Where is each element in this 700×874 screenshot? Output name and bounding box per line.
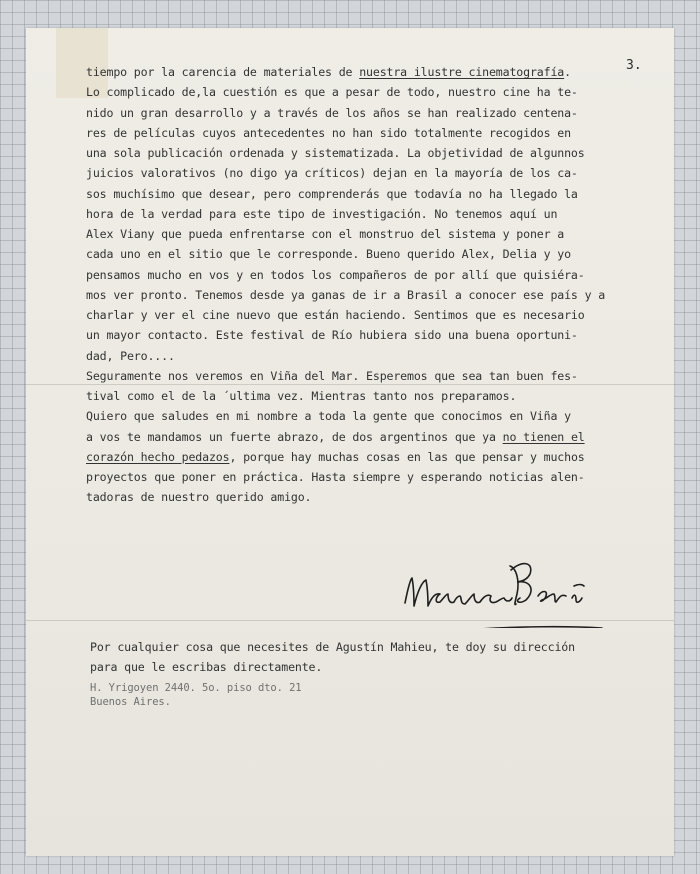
letter-line bbox=[86, 143, 646, 163]
line-text: tival como el de la ´ultima vez. Mientras tanto nos preparamos. bbox=[86, 389, 517, 403]
line-text: . bbox=[564, 65, 571, 79]
letter-line bbox=[86, 487, 646, 507]
line-text: Alex Viany que pueda enfrentarse con el monstruo del sistema y poner a bbox=[86, 227, 565, 241]
address-line: Buenos Aires. bbox=[90, 696, 171, 708]
line-text: Seguramente nos veremos en Viña del Mar. Esperemos que sea tan buen fes- bbox=[86, 368, 578, 383]
line-text: tiempo por la carencia de materiales de bbox=[86, 65, 360, 79]
line-text: tadoras de nuestro querido amigo. bbox=[86, 490, 312, 505]
line-text: una sola publicación ordenada y sistematizada. La objetividad de algunnos bbox=[86, 146, 585, 160]
line-text: hora de la verdad para este tipo de investigación. No tenemos aquí un bbox=[86, 206, 558, 221]
line-text: dad, Pero.... bbox=[86, 348, 175, 363]
line-text: res de películas cuyos antecedentes no han sido totalmente recogidos en bbox=[86, 125, 571, 140]
letter-line bbox=[86, 285, 646, 305]
line-text: un mayor contacto. Este festival de Río hubiera sido una buena oportuni- bbox=[86, 328, 578, 343]
page-number: 3. bbox=[626, 58, 642, 73]
line-text: Quiero que saludes en mi nombre a toda la gente que conocimos en Viña y bbox=[86, 409, 571, 424]
line-text: pensamos mucho en vos y en todos los compañeros de por allí que quisiéra- bbox=[86, 267, 585, 282]
letter-line bbox=[86, 325, 646, 345]
letter-line bbox=[86, 447, 646, 467]
underlined-phrase: no tienen el bbox=[502, 429, 585, 444]
letter-line bbox=[86, 346, 646, 366]
letter-line bbox=[86, 82, 646, 102]
letter-line bbox=[86, 123, 646, 143]
letter-line bbox=[86, 406, 646, 426]
line-text: proyectos que poner en práctica. Hasta siempre y esperando noticias alen- bbox=[86, 470, 585, 484]
letter-line bbox=[86, 386, 646, 406]
letter-line bbox=[86, 103, 646, 123]
letter-line bbox=[86, 427, 646, 447]
letter-line bbox=[86, 366, 646, 386]
line-text: juicios valorativos (no digo ya críticos) dejan en la mayoría de los ca- bbox=[86, 166, 578, 181]
postscript-line: Por cualquier cosa que necesites de Agustín Mahieu, te doy su dirección bbox=[90, 640, 575, 654]
line-text: cada uno en el sitio que le corresponde. Bueno querido Alex, Delia y yo bbox=[86, 247, 571, 262]
postscript bbox=[90, 637, 650, 677]
line-text: charlar y ver el cine nuevo que están haciendo. Sentimos que es necesario bbox=[86, 308, 585, 322]
letter-line bbox=[86, 163, 646, 183]
line-text: a vos te mandamos un fuerte abrazo, de dos argentinos que ya bbox=[86, 429, 503, 444]
handwritten-signature bbox=[370, 538, 620, 628]
letter-line bbox=[86, 305, 646, 325]
underlined-phrase: corazón hecho pedazos bbox=[86, 449, 230, 464]
letter-line bbox=[86, 184, 646, 204]
letter-line bbox=[86, 467, 646, 487]
letter-line bbox=[86, 265, 646, 285]
address-line: H. Yrigoyen 2440. 5o. piso dto. 21 bbox=[90, 682, 302, 694]
line-text: mos ver pronto. Tenemos desde ya ganas de ir a Brasil a conocer ese país y a bbox=[86, 287, 606, 302]
line-text: Lo complicado de,la cuestión es que a pesar de todo, nuestro cine ha te- bbox=[86, 85, 578, 100]
line-text: nido un gran desarrollo y a través de los años se han realizado centena- bbox=[86, 105, 578, 120]
line-text: , porque hay muchas cosas en las que pensar y muchos bbox=[229, 449, 585, 464]
letter-line bbox=[86, 62, 646, 82]
postscript-line: para que le escribas directamente. bbox=[90, 660, 323, 674]
underlined-phrase: nuestra ilustre cinematografía bbox=[359, 65, 565, 79]
letter-body bbox=[86, 62, 646, 508]
letter-line bbox=[86, 224, 646, 244]
address-block bbox=[90, 681, 302, 709]
letter-line bbox=[86, 204, 646, 224]
line-text: sos muchísimo que desear, pero comprenderás que todavía no ha llegado la bbox=[86, 186, 578, 201]
letter-line bbox=[86, 244, 646, 264]
